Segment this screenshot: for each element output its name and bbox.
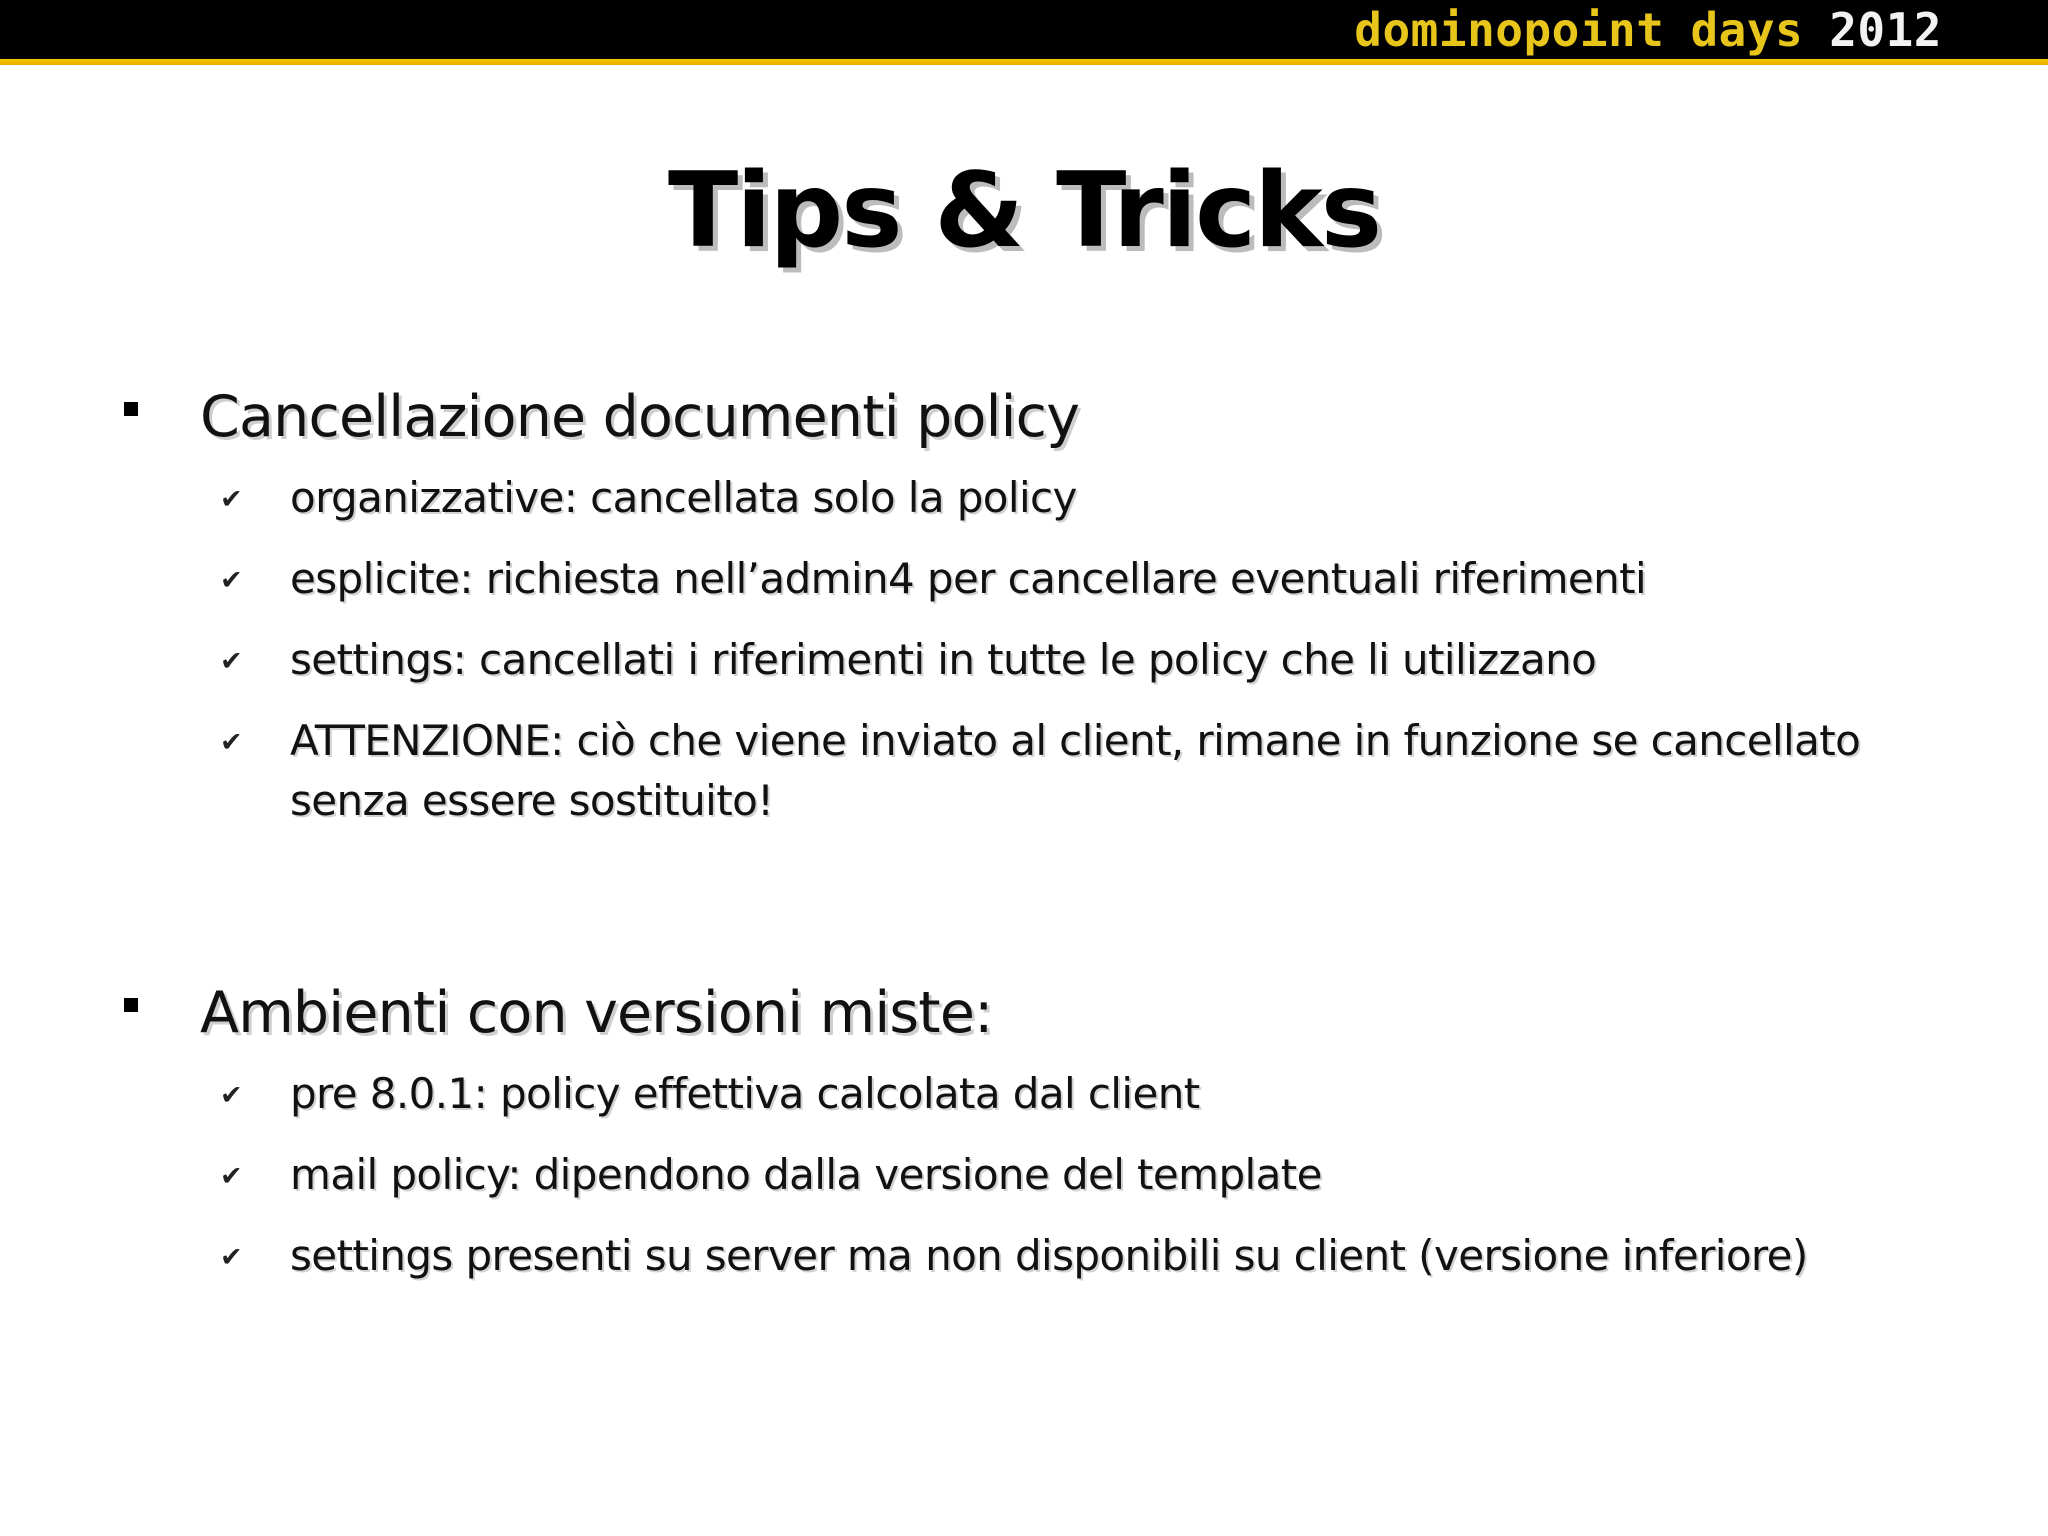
sub-bullet-list (0, 1064, 2048, 1286)
square-bullet-icon (124, 998, 138, 1012)
sub-bullet-text: pre 8.0.1: policy effettiva calcolata dal client (290, 1069, 1200, 1118)
sub-bullet-item (0, 1064, 2048, 1124)
section-deletion (0, 378, 2048, 852)
logo-brand: dominopoint (1354, 3, 1665, 57)
checkmark-icon: ✔ (220, 727, 243, 758)
slide-title: Tips & Tricks (667, 151, 1381, 271)
sub-bullet-item (0, 711, 2048, 831)
event-logo (1354, 2, 1942, 58)
sub-bullet-text: ATTENZIONE: ciò che viene inviato al client, rimane in funzione se cancellato senza essere sostituito! (290, 716, 1861, 825)
sub-bullet-text: settings: cancellati i riferimenti in tutte le policy che li utilizzano (290, 635, 1597, 684)
checkmark-icon: ✔ (220, 646, 243, 677)
sub-bullet-item (0, 630, 2048, 690)
sub-bullet-item (0, 1145, 2048, 1205)
section-heading: Ambienti con versioni miste: (200, 980, 993, 1046)
section-mixed-versions (0, 974, 2048, 1307)
sub-bullet-item (0, 1226, 2048, 1286)
header-stripe (0, 59, 2048, 65)
checkmark-icon: ✔ (220, 565, 243, 596)
header-bar (0, 0, 2048, 59)
checkmark-icon: ✔ (220, 1242, 243, 1273)
logo-days: days (1690, 3, 1804, 57)
sub-bullet-item (0, 549, 2048, 609)
sub-bullet-list (0, 468, 2048, 831)
checkmark-icon: ✔ (220, 1161, 243, 1192)
sub-bullet-item (0, 468, 2048, 528)
sub-bullet-text: mail policy: dipendono dalla versione del template (290, 1150, 1322, 1199)
checkmark-icon: ✔ (220, 1080, 243, 1111)
logo-year: 2012 (1829, 3, 1942, 57)
checkmark-icon: ✔ (220, 484, 243, 515)
bullet-level1 (0, 378, 2048, 456)
bullet-level1 (0, 974, 2048, 1052)
square-bullet-icon (124, 402, 138, 416)
section-heading: Cancellazione documenti policy (200, 384, 1080, 450)
sub-bullet-text: organizzative: cancellata solo la policy (290, 473, 1077, 522)
sub-bullet-text: esplicite: richiesta nell’admin4 per cancellare eventuali riferimenti (290, 554, 1647, 603)
sub-bullet-text: settings presenti su server ma non disponibili su client (versione inferiore) (290, 1231, 1808, 1280)
